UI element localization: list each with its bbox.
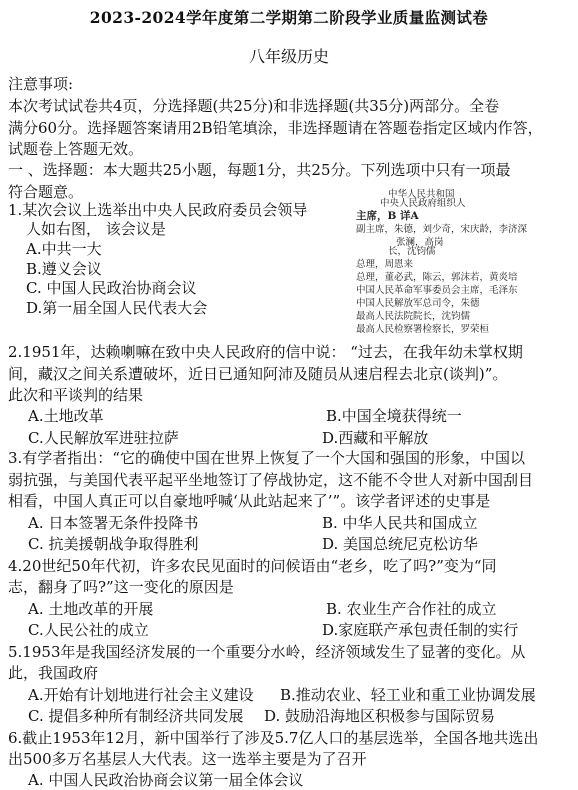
figure-line: 最高人民法院院长，沈钧儒	[356, 311, 471, 322]
question-stem: 间，藏汉之间关系遭破坏，近日已通知阿沛及随员从速启程去北京(谈判)”。	[8, 365, 508, 383]
option: D. 鼓励沿海地区积极参与国际贸易	[264, 707, 496, 725]
notice-line: 满分60分。选择题答案请用2B铅笔填涂，非选择题请在答题卷指定区域内作答，	[8, 119, 543, 137]
question-stem: 2.1951年，达赖喇嘛在致中央人民政府的信中说： “过去，在我年幼未掌权期	[8, 343, 523, 361]
option: D. 美国总统尼克松访华	[322, 535, 479, 553]
question-stem: 人如右图， 该会议是	[26, 220, 166, 238]
option: A. 中国人民政治协商会议第一届全体会议	[28, 771, 304, 789]
option: C. 抗美援朝战争取得胜利	[28, 535, 199, 553]
question-stem: 4.20世纪50年代初，许多农民见面时的问候语由“老乡，吃了吗?”变为“同	[8, 557, 497, 575]
subject-title: 八年级历史	[248, 47, 329, 66]
option: D.西藏和平解放	[322, 429, 429, 447]
notice-label: 注意事项:	[8, 75, 74, 93]
figure-line: 总理，周恩来	[356, 259, 414, 270]
question-stem: 此，我国政府	[8, 664, 99, 682]
question-stem: 1.某次会议上选举出中央人民政府委员会领导	[8, 201, 308, 219]
figure-line: 长，沈钧儒	[388, 246, 436, 257]
section-heading: 一 、选择题：本大题共25小题，每题1分，共25分。下列选项中只有一项最	[8, 161, 511, 179]
figure-line: 中国人民解放军总司令，朱德	[356, 298, 480, 309]
section-heading: 符合题意。	[8, 183, 84, 201]
option: C. 提倡多种所有制经济共同发展	[28, 707, 244, 725]
figure-line: 最高人民检察署检察长，罗荣桓	[356, 324, 490, 335]
question-stem: 5.1953年是我国经济发展的一个重要分水岭，经济领域发生了显著的变化。从	[8, 643, 526, 661]
notice-line: 本次考试试卷共4页，分选择题(共25分)和非选择题(共35分)两部分。全卷	[8, 97, 500, 115]
option: A. 土地改革的开展	[28, 600, 154, 618]
notice-line: 试题卷上答题无效。	[8, 140, 144, 158]
figure-line: 中华人民共和国	[388, 189, 455, 200]
figure-line: 副主席，朱德，刘少奇，宋庆龄，李济深	[356, 224, 528, 235]
question-stem: 弱抗强，与美国代表平起平坐地签订了停战协定，这不能不令世人对新中国刮目	[8, 471, 534, 489]
option: C. 中国人民政治协商会议	[26, 279, 197, 297]
option: B.中国全境获得统一	[326, 407, 462, 425]
option: A. 日本签署无条件投降书	[28, 514, 199, 532]
option: B.推动农业、轻工业和重工业协调发展	[280, 686, 536, 704]
question-stem: 6.截止1953年12月，新中国举行了涉及5.7亿人口的基层选举，全国各地共选出	[8, 729, 539, 747]
figure-line: 总理，董必武，陈云，郭沫若，黄炎培	[356, 272, 518, 283]
question-stem: 此次和平谈判的结果	[8, 386, 144, 404]
option: C.人民解放军进驻拉萨	[28, 429, 179, 447]
figure-line: 中央人民政府组织人	[380, 198, 466, 209]
question-stem: 志，翻身了吗?”这一变化的原因是	[8, 578, 234, 596]
option: A.土地改革	[28, 407, 104, 425]
option: C.人民公社的成立	[28, 621, 149, 639]
question-stem: 相看，中国人真正可以自豪地呼喊‘从此站起来了’”。该学者评述的史事是	[8, 492, 491, 510]
option: A.中共一大	[26, 240, 102, 258]
government-roster-image	[356, 188, 566, 338]
option: B. 农业生产合作社的成立	[326, 600, 497, 618]
option: A.开始有计划地进行社会主义建设	[28, 686, 254, 704]
figure-line: 张澜，高岗	[396, 237, 444, 248]
exam-title: 2023-2024学年度第二学期第二阶段学业质量监测试卷	[89, 8, 489, 27]
question-stem: 3.有学者指出：“它的确使中国在世界上恢复了一个大国和强国的形象，中国以	[8, 449, 525, 467]
figure-line: 主席，B 详A	[356, 210, 419, 222]
question-stem: 出500多万名基层人大代表。这一选举主要是为了召开	[8, 750, 367, 768]
figure-line: 中国人民革命军事委员会主席，毛泽东	[356, 285, 518, 296]
option: D.家庭联产承包责任制的实行	[322, 621, 519, 639]
option: D.第一届全国人民代表大会	[26, 299, 208, 317]
option: B.遵义会议	[26, 260, 102, 278]
option: B. 中华人民共和国成立	[322, 514, 478, 532]
